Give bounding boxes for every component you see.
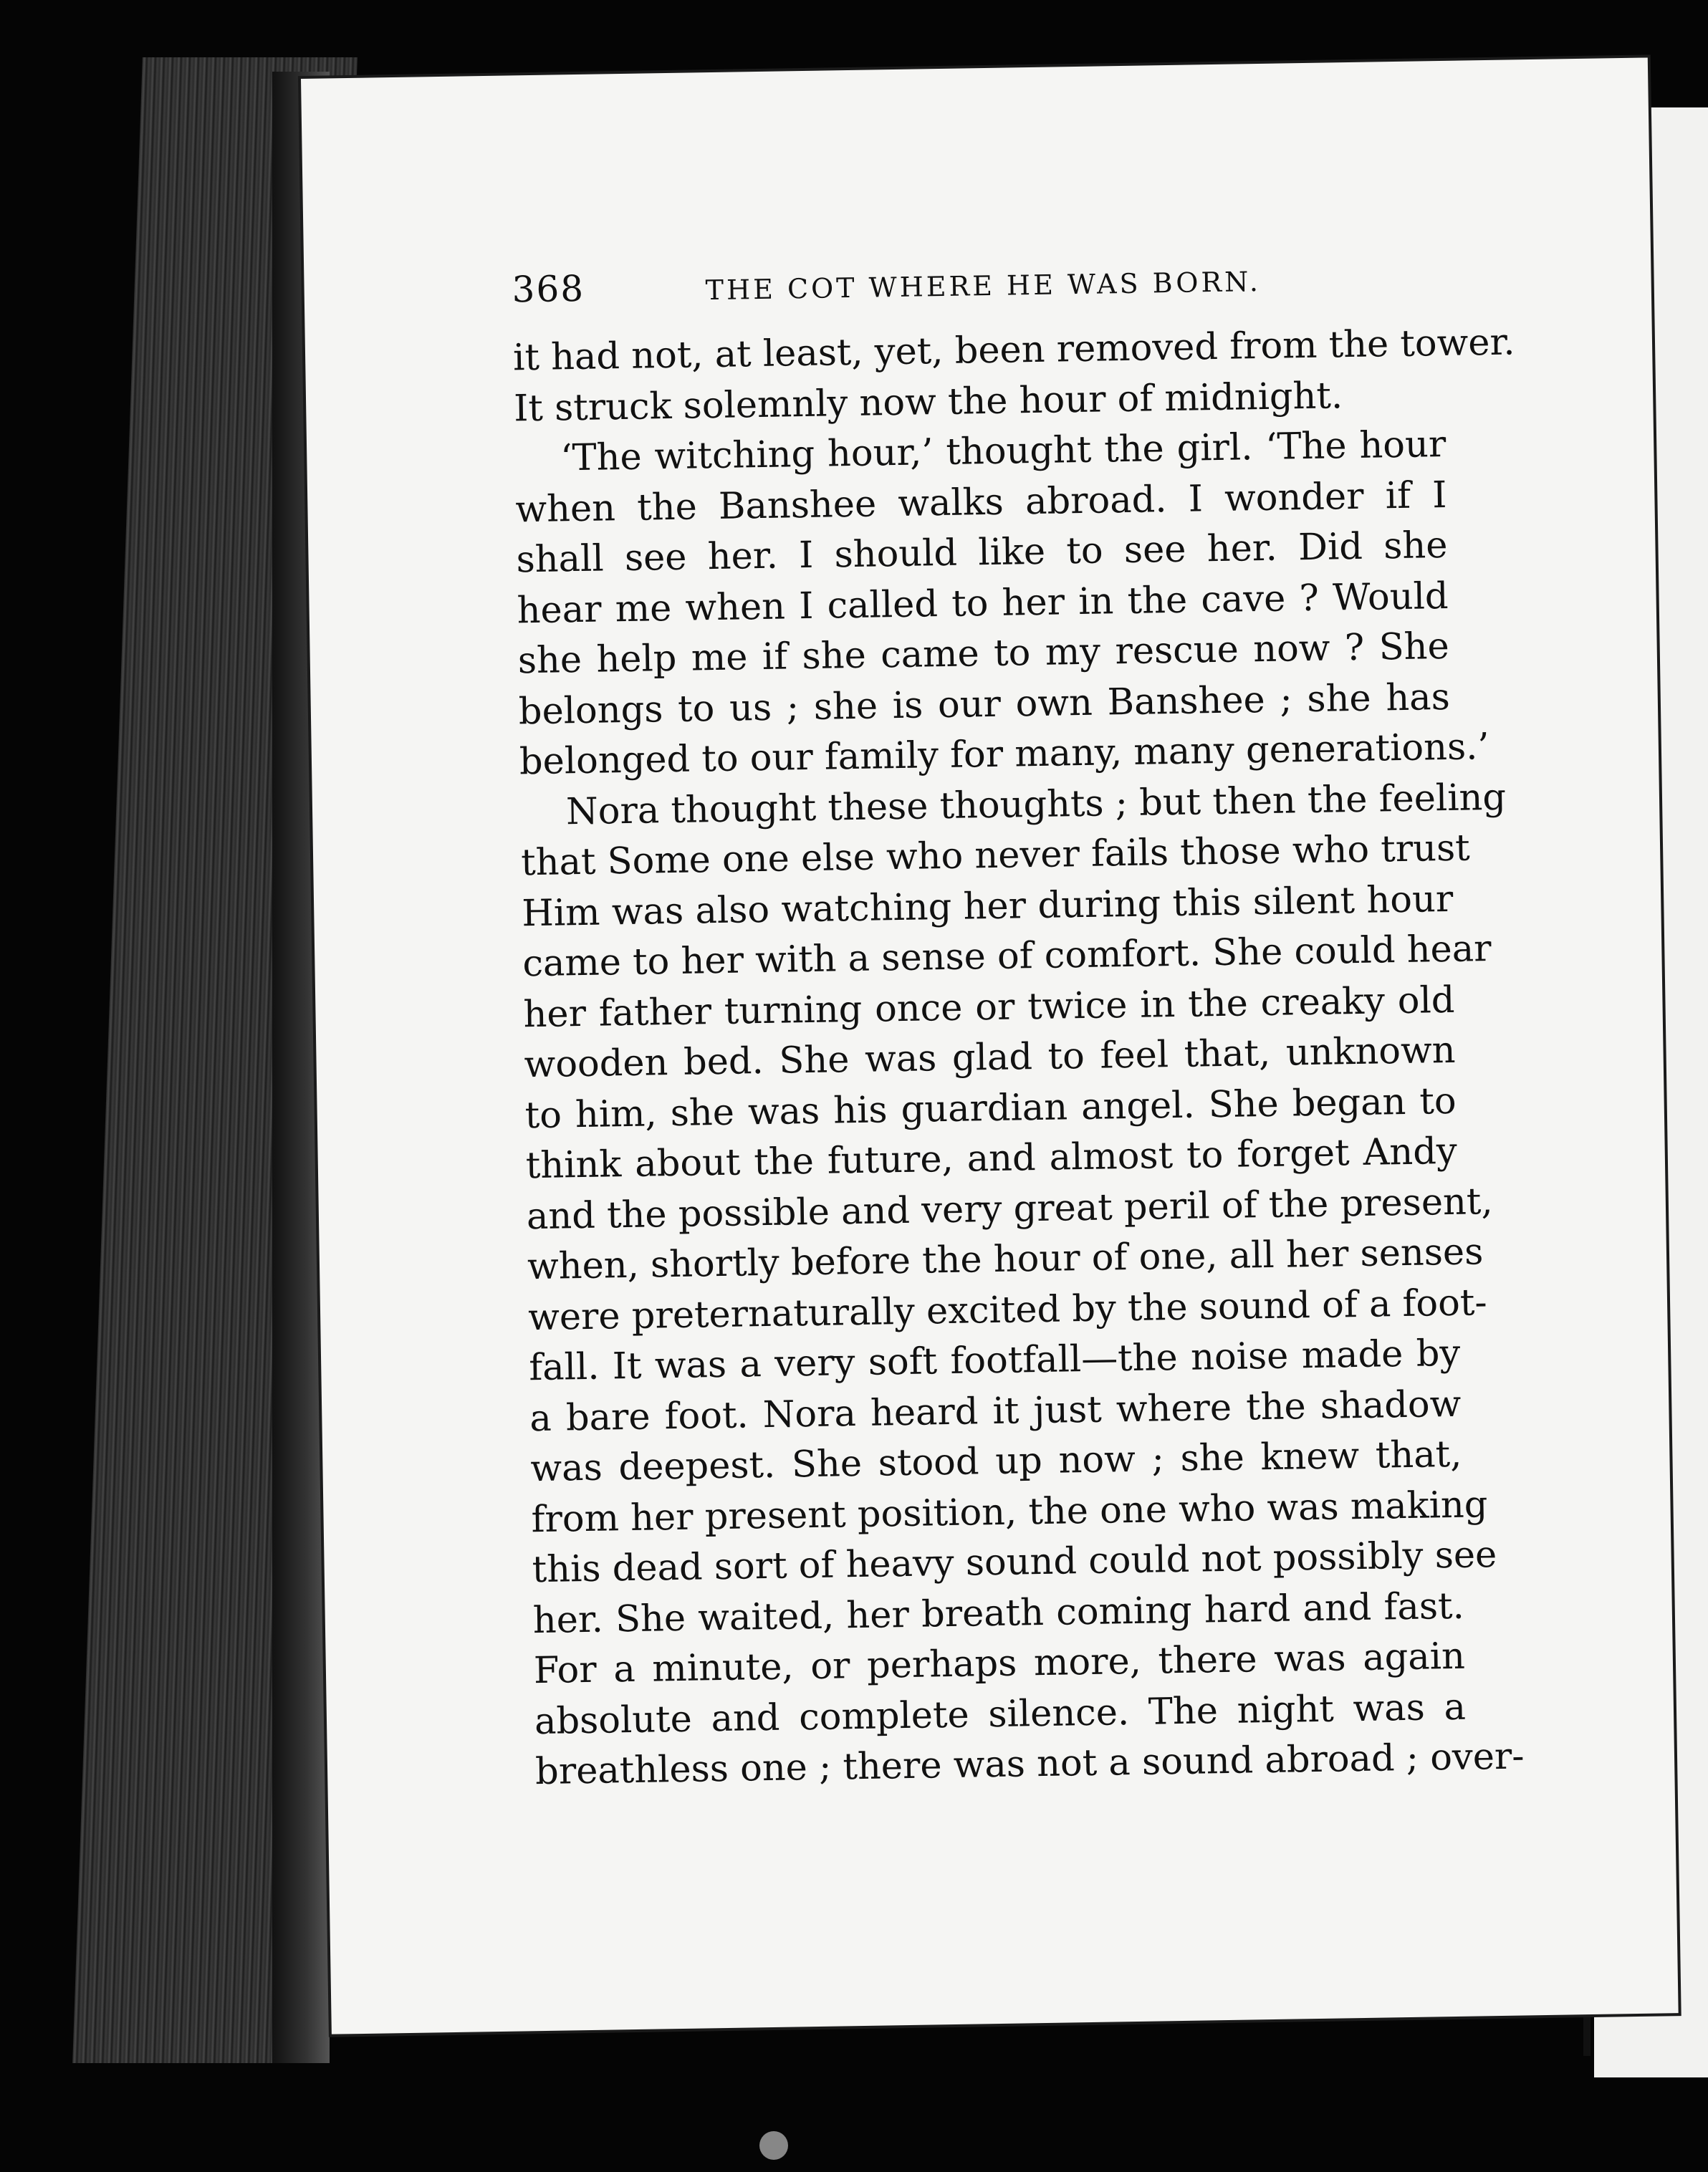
- text-line: it had not, at least, yet, been removed from the tower.: [512, 321, 1515, 380]
- text-line: absolute and complete silence. The night was a: [534, 1686, 1467, 1743]
- text-line: when, shortly before the hour of one, all her senses: [527, 1231, 1484, 1289]
- text-line: wooden bed. She was glad to feel that, unknown: [524, 1029, 1456, 1087]
- text-line: to him, she was his guardian angel. She began to: [524, 1080, 1457, 1137]
- text-line: fall. It was a very soft footfall—the noise made by: [528, 1332, 1461, 1390]
- body-text: [512, 319, 1525, 1798]
- text-line: this dead sort of heavy sound could not possibly see: [532, 1534, 1497, 1592]
- text-line: hear me when I called to her in the cave ? Would: [517, 575, 1449, 632]
- text-line: It struck solemnly now the hour of midnight.: [513, 374, 1343, 430]
- scan-speck: [759, 2131, 788, 2160]
- text-line: belonged to our family for many, many generations.’: [519, 726, 1490, 784]
- text-line: from her present position, the one who was making: [531, 1483, 1488, 1541]
- text-line: Nora thought these thoughts ; but then the feeling: [565, 776, 1507, 833]
- text-line: breathless one ; there was not a sound abroad ; over-: [534, 1735, 1525, 1794]
- text-line: and the possible and very great peril of the present,: [526, 1180, 1494, 1238]
- text-line: her father turning once or twice in the creaky old: [523, 979, 1455, 1036]
- running-head-title: THE COT WHERE HE WAS BORN.: [705, 265, 1262, 307]
- text-line: was deepest. She stood up now ; she knew that,: [530, 1433, 1462, 1491]
- text-line: when the Banshee walks abroad. I wonder if I: [515, 474, 1447, 531]
- text-line: came to her with a sense of comfort. She could hear: [522, 928, 1492, 986]
- page-number: 368: [512, 267, 585, 311]
- text-line: shall see her. I should like to see her. Did she: [516, 524, 1448, 582]
- text-line: ‘The witching hour,’ thought the girl. ‘The hour: [560, 423, 1446, 480]
- text-line: her. She waited, her breath coming hard and fast.: [532, 1585, 1465, 1642]
- running-head: [512, 256, 1300, 319]
- text-line: Him was also watching her during this silent hour: [521, 878, 1454, 935]
- text-line: think about the future, and almost to forget Andy: [525, 1130, 1458, 1188]
- text-line: she help me if she came to my rescue now ? She: [517, 625, 1450, 683]
- text-line: For a minute, or perhaps more, there was again: [533, 1635, 1466, 1693]
- text-line: belongs to us ; she is our own Banshee ; she has: [518, 676, 1451, 733]
- text-line: that Some one else who never fails those who trust: [520, 827, 1471, 885]
- book-page: [301, 57, 1679, 2034]
- text-line: were preternaturally excited by the sound of a foot-: [527, 1281, 1488, 1339]
- text-line: a bare foot. Nora heard it just where the shadow: [529, 1383, 1462, 1440]
